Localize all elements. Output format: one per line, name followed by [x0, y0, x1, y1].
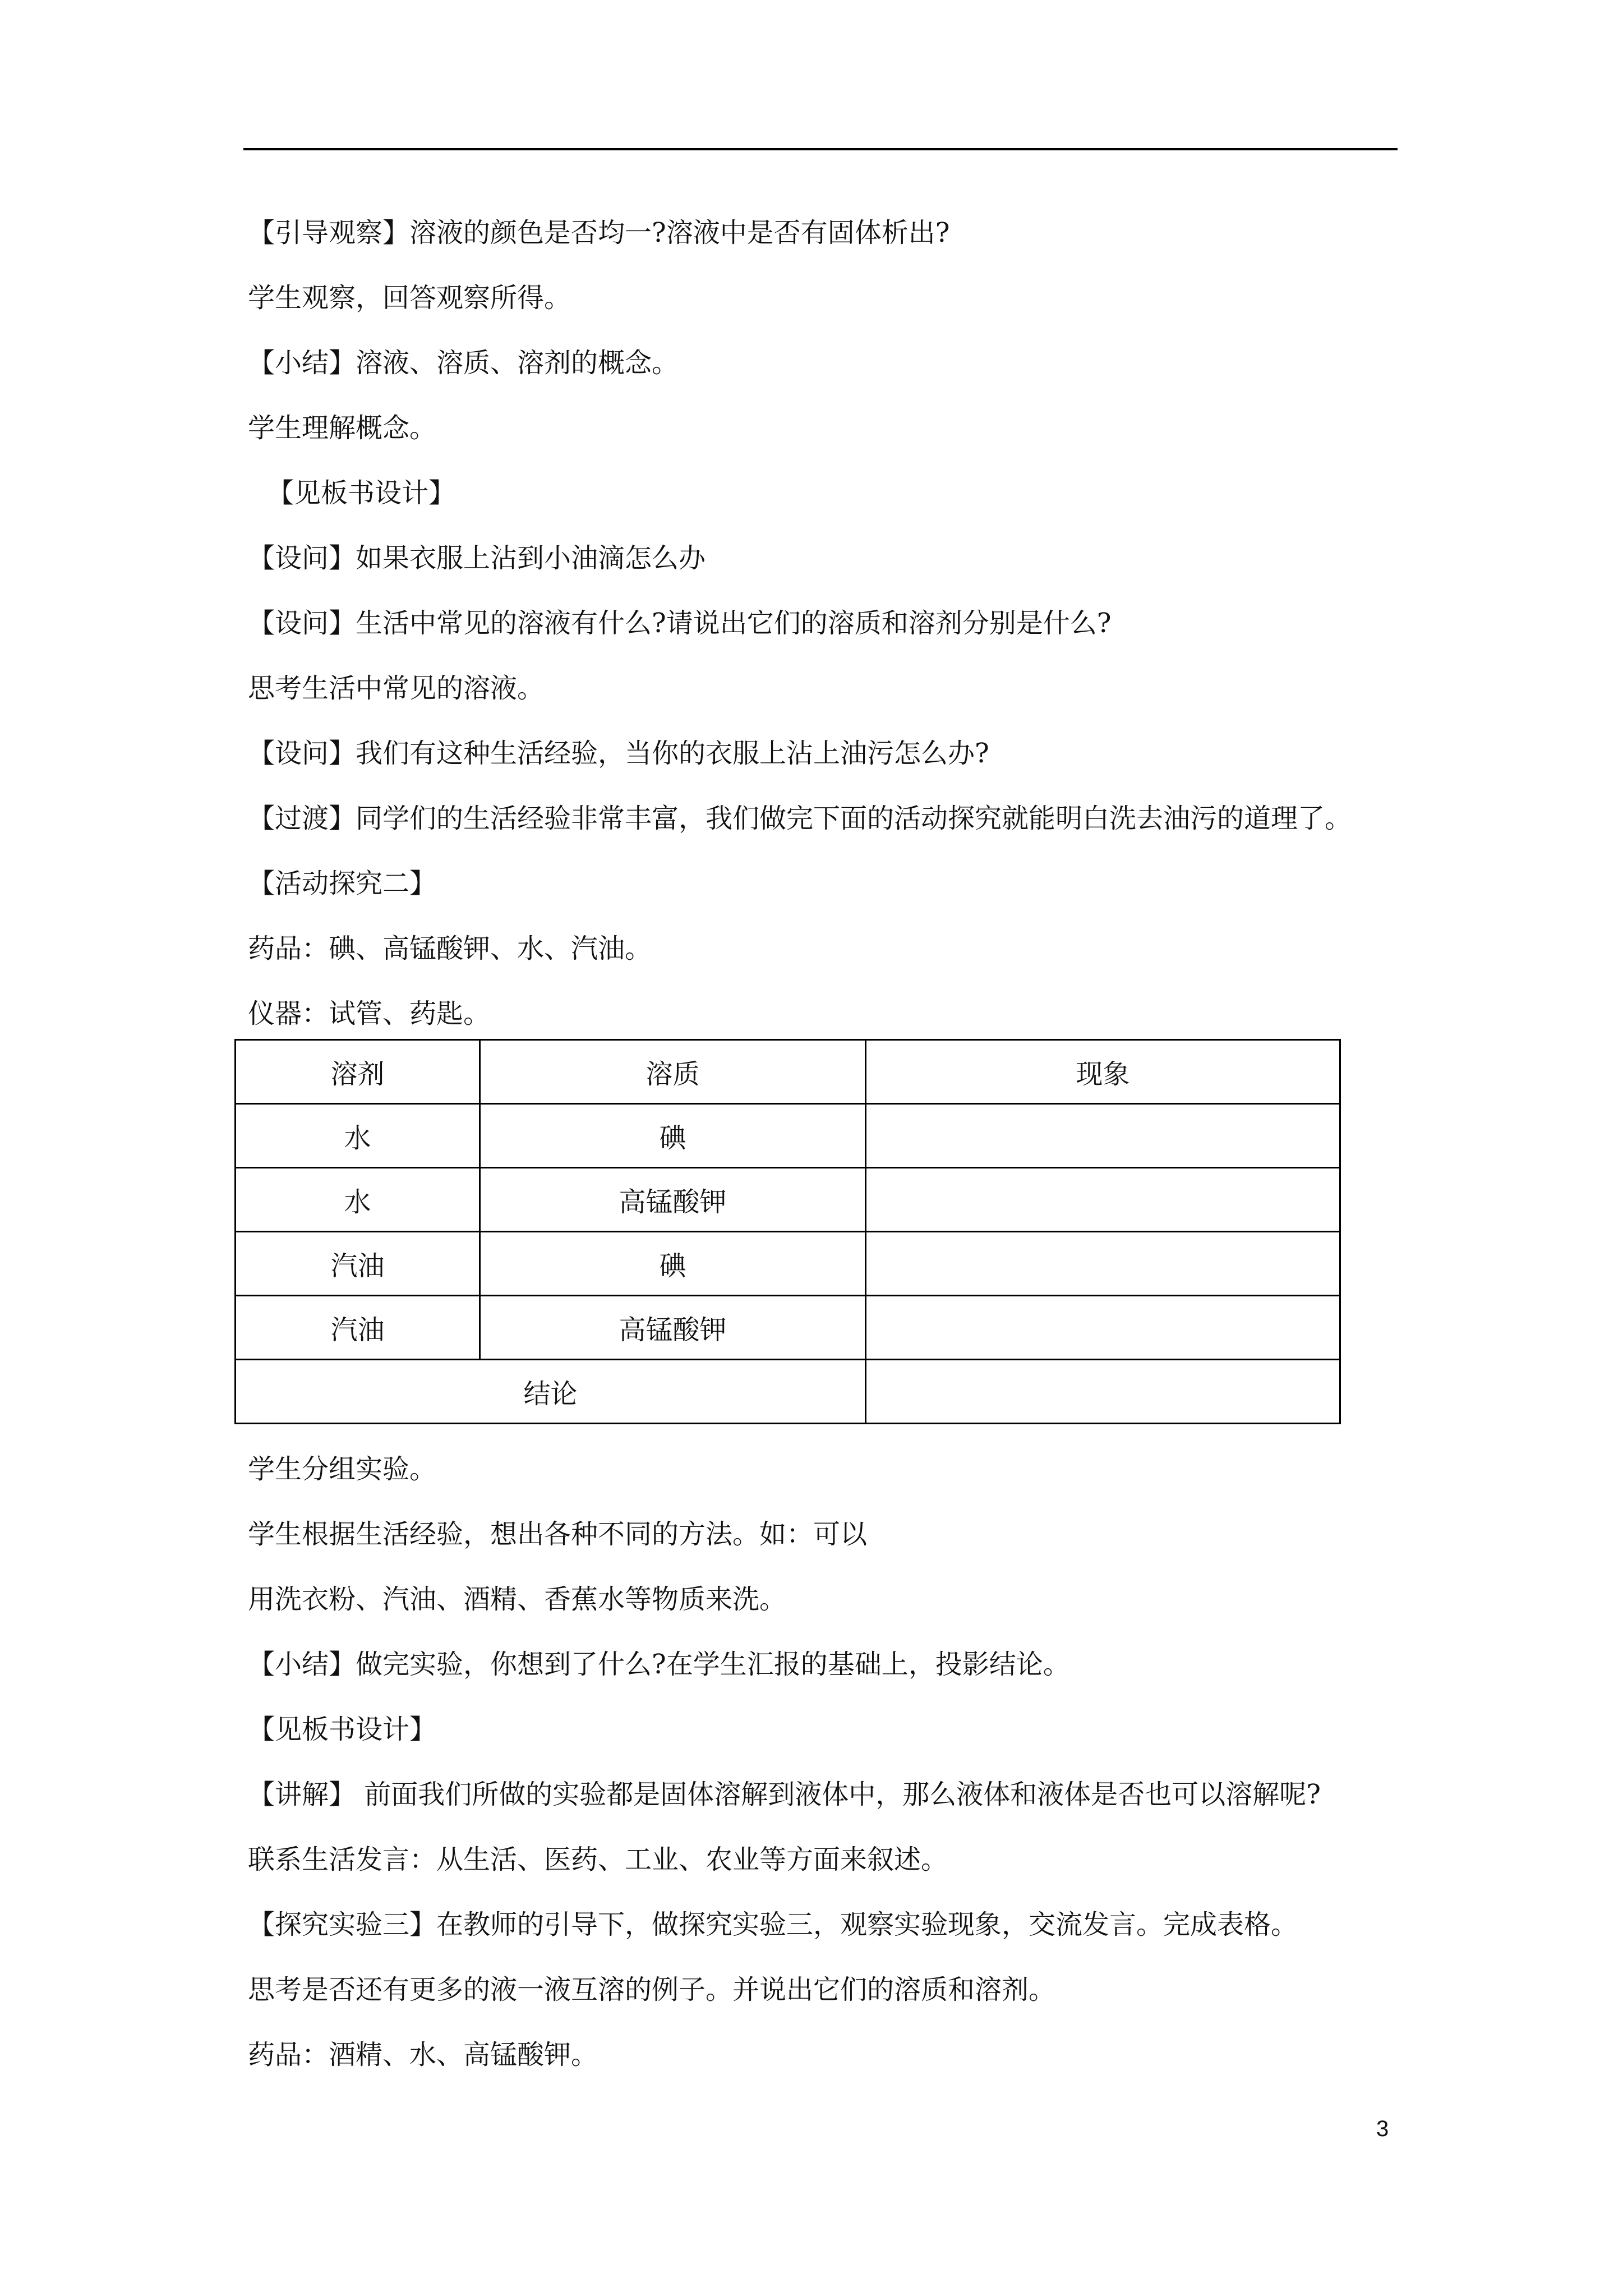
table-header-solvent: 溶剂 [236, 1040, 480, 1104]
table-cell-phenomenon [866, 1296, 1340, 1360]
paragraph-student-observe: 学生观察，回答观察所得。 [248, 282, 571, 314]
table-cell-solvent: 汽油 [236, 1296, 480, 1360]
table-cell-phenomenon [866, 1168, 1340, 1232]
table-cell-solute: 高锰酸钾 [480, 1168, 866, 1232]
table-header-row [236, 1040, 1340, 1104]
paragraph-explanation: 【讲解】 前面我们所做的实验都是固体溶解到液体中，那么液体和液体是否也可以溶解呢? [248, 1779, 1321, 1810]
header-rule [243, 148, 1398, 150]
paragraph-instruments: 仪器：试管、药匙。 [248, 998, 491, 1029]
paragraph-board-design-2: 【见板书设计】 [248, 1714, 437, 1745]
paragraph-liquid-examples: 思考是否还有更多的液一液互溶的例子。并说出它们的溶质和溶剂。 [248, 1974, 1056, 2005]
paragraph-chemicals-two: 药品：碘、高锰酸钾、水、汽油。 [248, 933, 652, 964]
paragraph-group-experiment: 学生分组实验。 [248, 1453, 437, 1485]
paragraph-washing-methods: 用洗衣粉、汽油、酒精、香蕉水等物质来洗。 [248, 1584, 787, 1615]
table-row [236, 1232, 1340, 1296]
table-cell-solute: 高锰酸钾 [480, 1296, 866, 1360]
paragraph-student-understand: 学生理解概念。 [248, 412, 437, 444]
table-row [236, 1296, 1340, 1360]
paragraph-guided-observation: 【引导观察】溶液的颜色是否均一?溶液中是否有固体析出? [248, 217, 950, 249]
page-number: 3 [1376, 2116, 1389, 2141]
paragraph-activity-two: 【活动探究二】 [248, 868, 437, 899]
experiment-table [234, 1039, 1341, 1424]
table-header-phenomenon: 现象 [866, 1040, 1340, 1104]
table-cell-solute: 碘 [480, 1232, 866, 1296]
paragraph-question-stain: 【设问】我们有这种生活经验，当你的衣服上沾上油污怎么办? [248, 738, 989, 769]
paragraph-student-methods: 学生根据生活经验，想出各种不同的方法。如：可以 [248, 1519, 868, 1550]
paragraph-life-connection: 联系生活发言：从生活、医药、工业、农业等方面来叙述。 [248, 1844, 948, 1875]
table-cell-solvent: 水 [236, 1168, 480, 1232]
table-row [236, 1168, 1340, 1232]
table-row [236, 1104, 1340, 1168]
paragraph-experiment-three: 【探究实验三】在教师的引导下，做探究实验三，观察实验现象，交流发言。完成表格。 [248, 1909, 1298, 1940]
paragraph-question-oil-drop: 【设问】如果衣服上沾到小油滴怎么办 [248, 542, 706, 574]
table-conclusion-row [236, 1360, 1340, 1424]
paragraph-summary-experiment: 【小结】做完实验，你想到了什么?在学生汇报的基础上，投影结论。 [248, 1649, 1070, 1680]
table-cell-phenomenon [866, 1232, 1340, 1296]
table-conclusion-label: 结论 [236, 1360, 866, 1424]
paragraph-chemicals-three: 药品：酒精、水、高锰酸钾。 [248, 2039, 598, 2070]
table-conclusion-value [866, 1360, 1340, 1424]
paragraph-board-design-1: 【见板书设计】 [267, 477, 456, 509]
table-cell-phenomenon [866, 1104, 1340, 1168]
paragraph-question-common-solutions: 【设问】生活中常见的溶液有什么?请说出它们的溶质和溶剂分别是什么? [248, 608, 1112, 639]
paragraph-summary-concepts: 【小结】溶液、溶质、溶剂的概念。 [248, 347, 679, 379]
table-cell-solvent: 汽油 [236, 1232, 480, 1296]
table-cell-solute: 碘 [480, 1104, 866, 1168]
paragraph-think-solutions: 思考生活中常见的溶液。 [248, 673, 545, 704]
table-cell-solvent: 水 [236, 1104, 480, 1168]
table-header-solute: 溶质 [480, 1040, 866, 1104]
paragraph-transition: 【过渡】同学们的生活经验非常丰富，我们做完下面的活动探究就能明白洗去油污的道理了。 [248, 803, 1352, 834]
